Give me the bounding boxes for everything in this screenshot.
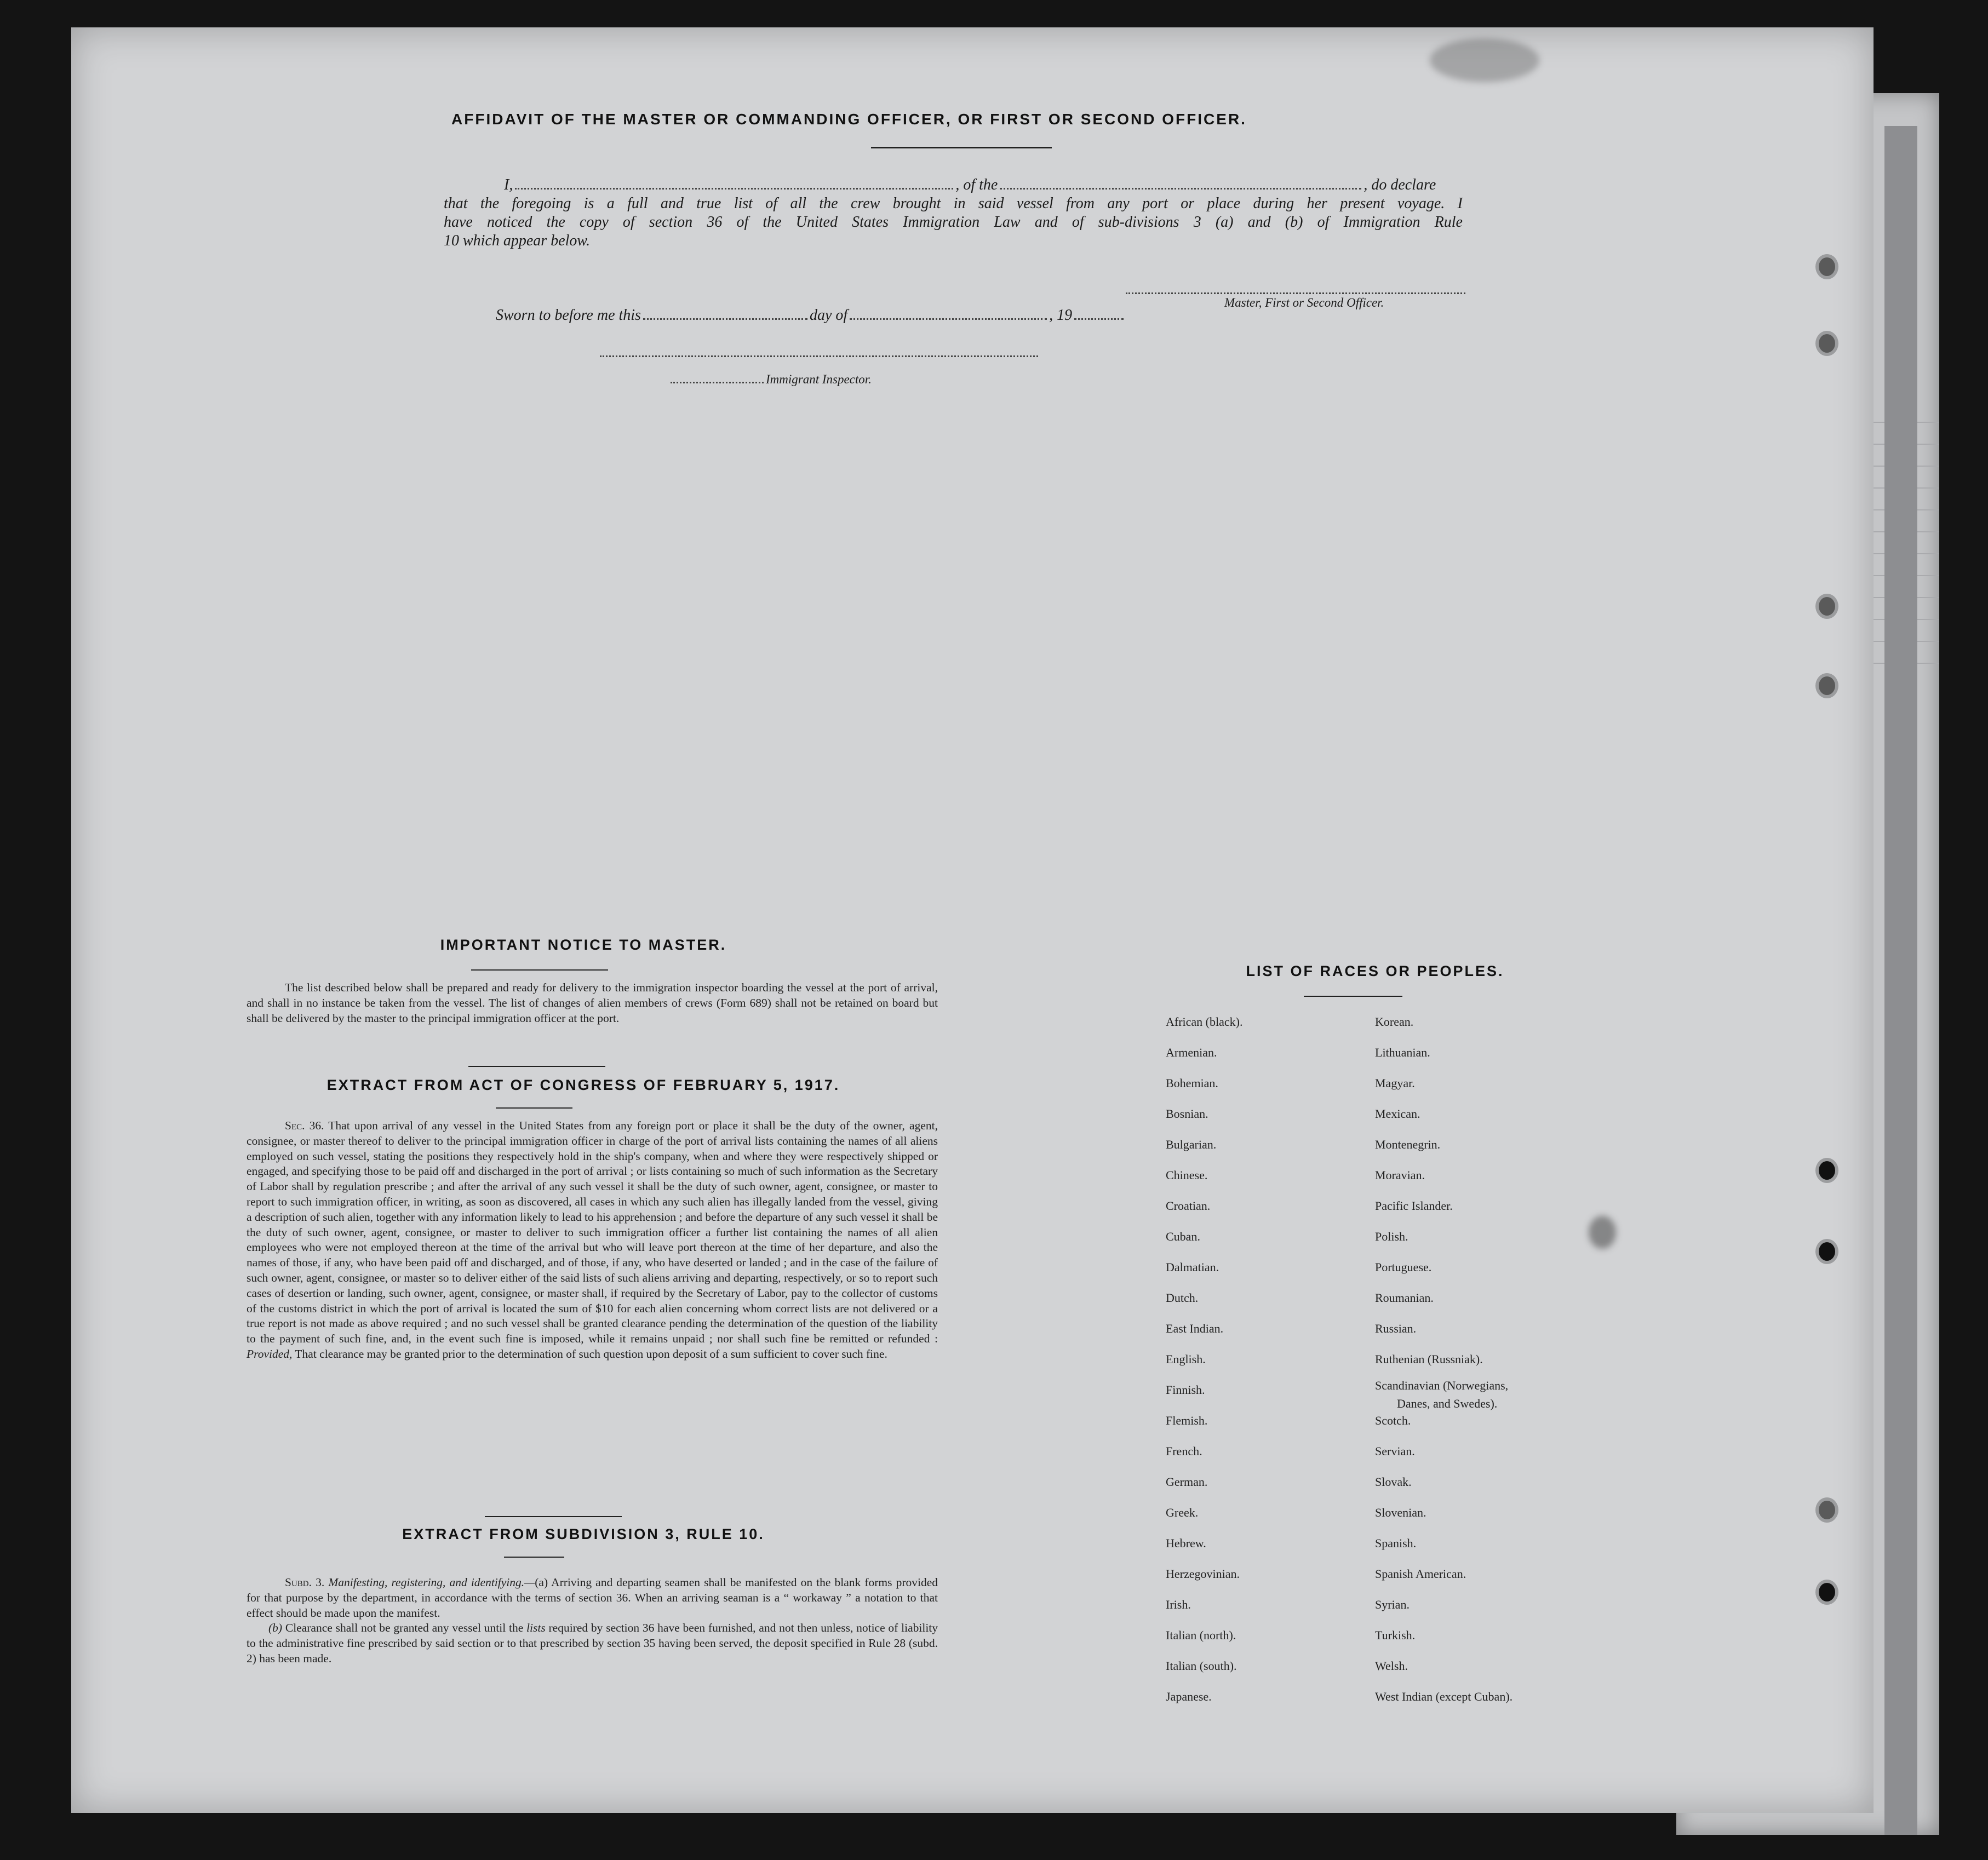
race-item-continuation: Danes, and Swedes).	[1397, 1397, 1498, 1410]
race-item: Italian (south).	[1166, 1659, 1237, 1673]
race-item: Slovenian.	[1375, 1506, 1426, 1519]
act-extract-body	[247, 1118, 938, 1362]
race-item: Pacific Islander.	[1375, 1199, 1453, 1213]
races-title: LIST OF RACES OR PEOPLES.	[1246, 963, 1504, 979]
vessel-blank[interactable]	[1000, 186, 1361, 190]
subd-heading: Manifesting, registering, and identifying.—	[328, 1576, 535, 1589]
punch-hole	[1819, 676, 1835, 695]
divider	[496, 1107, 572, 1109]
race-item: Irish.	[1166, 1598, 1191, 1611]
tear-mark	[1430, 38, 1539, 82]
race-item: Bohemian.	[1166, 1076, 1218, 1090]
subd-label: Subd. 3.	[285, 1576, 325, 1589]
back-sheet-edge	[1884, 126, 1917, 1835]
section-36-text: That upon arrival of any vessel in the United States from any foreign port or place it shall be the duty of the owner, agent, consignee, or master thereof to deliver to the principal immigration officer in charge of the port of arrival lists containing the names of all aliens employed on such vessel, stating the positions they respectively hold in the ship's company, when and where they were respectively shipped or engaged, and specifying those to be paid off and discharged in the port of arrival ; or lists containing so much of such information as the Secretary of Labor shall by regulation prescribe ; and after the arrival of any such vessel it shall be the duty of such owner, agent, consignee, or master to report to such immigration officer, in writing, as soon as discovered, all cases in which any such alien has illegally landed from the vessel, giving a description of such alien, together with any information likely to lead to his apprehension ; and before the departure of any such vessel it shall be the duty of such owner, agent, consignee, or master to deliver to such immigration officer a further list containing the names of all alien employees who were not employed thereon at the time of the arrival but who will leave port thereon at the time of her departure, and also the names of those, if any, who have been paid off and discharged, and of those, if any, who have deserted or landed ; and in the case of the failure of such owner, agent, consignee, or master so to deliver either of the said lists of such aliens arriving and departing, respectively, or so to report such cases of desertion or landing, such owner, agent, consignee, or master shall, if required by the Secretary of Labor, pay to the collector of customs of the customs district in which the port of arrival is located the sum of $10 for each alien concerning whom correct lists are not delivered or a true report is not made as above required ; and no such vessel shall be granted clearance pending the determination of the question of the liability to the payment of such fine, and, in the event such fine is imposed, while it remains unpaid ; nor shall such fine be remitted or refunded :	[247, 1119, 938, 1346]
race-item: Scandinavian (Norwegians,	[1375, 1379, 1509, 1392]
race-item: Cuban.	[1166, 1230, 1200, 1243]
race-item: Scotch.	[1375, 1414, 1411, 1427]
affidavit-text-line-3: 10 which appear below.	[444, 232, 591, 249]
race-item: Bosnian.	[1166, 1107, 1208, 1121]
race-item: Spanish American.	[1375, 1567, 1466, 1581]
inspector-signature-blank[interactable]	[600, 353, 1038, 357]
race-item: Slovak.	[1375, 1475, 1412, 1489]
race-item: Korean.	[1375, 1015, 1414, 1029]
race-item: Lithuanian.	[1375, 1046, 1430, 1059]
rule-extract-title: EXTRACT FROM SUBDIVISION 3, RULE 10.	[402, 1526, 765, 1542]
race-item: Servian.	[1375, 1444, 1415, 1458]
part-b-lists: lists	[526, 1621, 546, 1635]
declaration-of-the: , of the	[955, 176, 998, 193]
affidavit-title: AFFIDAVIT OF THE MASTER OR COMMANDING OFFICER, OR FIRST OR SECOND OFFICER.	[451, 111, 1247, 128]
race-item: Japanese.	[1166, 1690, 1212, 1703]
race-item: Dutch.	[1166, 1291, 1199, 1305]
declaration-do-declare: , do declare	[1363, 176, 1436, 193]
sworn-day-of: day of	[809, 307, 848, 324]
races-left-column	[1166, 1007, 1242, 1712]
race-item: Greek.	[1166, 1506, 1199, 1519]
race-item: Welsh.	[1375, 1659, 1408, 1673]
sworn-line	[496, 307, 1126, 324]
race-item: Polish.	[1375, 1230, 1408, 1243]
divider	[504, 1557, 564, 1558]
races-right-column	[1375, 1007, 1513, 1712]
declaration-line	[504, 176, 1436, 194]
race-item: German.	[1166, 1475, 1208, 1489]
race-item: East Indian.	[1166, 1322, 1224, 1335]
punch-hole	[1819, 1501, 1835, 1519]
rule-extract-body	[247, 1575, 938, 1667]
race-item: Chinese.	[1166, 1168, 1208, 1182]
punch-hole	[1819, 257, 1835, 276]
divider	[485, 1516, 622, 1517]
punch-hole	[1819, 1161, 1835, 1180]
act-extract-title: EXTRACT FROM ACT OF CONGRESS OF FEBRUARY 5, 1917.	[326, 1077, 840, 1093]
day-blank[interactable]	[643, 316, 807, 320]
part-a-label: (a)	[535, 1576, 548, 1589]
race-item: Finnish.	[1166, 1383, 1205, 1397]
notice-title: IMPORTANT NOTICE TO MASTER.	[440, 937, 727, 953]
affidavit-text-line-1: that the foregoing is a full and true list of all the crew brought in said vessel from any port or place during her present voyage. I	[444, 195, 1463, 212]
race-item: Bulgarian.	[1166, 1138, 1217, 1151]
race-item: Portuguese.	[1375, 1260, 1432, 1274]
part-b-text-cont: required by section 36 have been furnished, and not then unless, notice of liability to the administrative fine prescribed by said section or to that prescribed by section 35 having been served, the deposit specified in Rule 28 (subd. 2) has been made.	[247, 1621, 938, 1665]
ink-stain	[1589, 1216, 1616, 1249]
race-item: English.	[1166, 1352, 1206, 1366]
punch-hole	[1819, 597, 1835, 616]
name-blank[interactable]	[515, 186, 953, 190]
proviso-label: Provided,	[247, 1347, 293, 1360]
race-item: Hebrew.	[1166, 1536, 1206, 1550]
sworn-year: , 19	[1049, 307, 1073, 324]
document-page	[71, 27, 1874, 1813]
part-b-text: Clearance shall not be granted any vessel until the	[285, 1621, 524, 1635]
year-blank[interactable]	[1074, 316, 1124, 320]
master-label: Master, First or Second Officer.	[1224, 296, 1384, 309]
race-item: African (black).	[1166, 1015, 1243, 1029]
notice-body: The list described below shall be prepared and ready for delivery to the immigration inspector boarding the vessel at the port of arrival, and shall in no instance be taken from the vessel. The list of changes of alien members of crews (Form 689) shall not be retained on board but shall be delivered by the master to the principal immigration officer at the port.	[247, 981, 938, 1025]
inspector-line	[668, 372, 872, 387]
punch-hole	[1819, 1242, 1835, 1261]
punch-hole	[1819, 1583, 1835, 1601]
race-item: Montenegrin.	[1375, 1138, 1441, 1151]
master-signature-blank[interactable]	[1126, 290, 1465, 294]
race-item: Armenian.	[1166, 1046, 1217, 1059]
race-item: Ruthenian (Russniak).	[1375, 1352, 1483, 1366]
divider	[471, 969, 608, 971]
race-item: Magyar.	[1375, 1076, 1415, 1090]
race-item: Russian.	[1375, 1322, 1417, 1335]
race-item: Mexican.	[1375, 1107, 1420, 1121]
divider	[468, 1066, 605, 1067]
divider	[1304, 996, 1402, 997]
section-label: Sec. 36.	[285, 1119, 324, 1132]
race-item: Spanish.	[1375, 1536, 1417, 1550]
inspector-name-blank[interactable]	[671, 380, 764, 383]
race-item: Turkish.	[1375, 1628, 1416, 1642]
race-item: Herzegovinian.	[1166, 1567, 1240, 1581]
race-item: West Indian (except Cuban).	[1375, 1690, 1513, 1703]
affidavit-text-line-2: have noticed the copy of section 36 of the United States Immigration Law and of sub-divisions 3 (a) and (b) of Immigration Rule	[444, 214, 1463, 231]
sworn-prefix: Sworn to before me this	[496, 307, 641, 324]
race-item: Croatian.	[1166, 1199, 1211, 1213]
month-blank[interactable]	[850, 316, 1047, 320]
declaration-i: I,	[504, 176, 513, 193]
race-item: Flemish.	[1166, 1414, 1208, 1427]
race-item: Moravian.	[1375, 1168, 1425, 1182]
part-b-label: (b)	[268, 1621, 283, 1635]
punch-hole	[1819, 334, 1835, 353]
race-item: French.	[1166, 1444, 1202, 1458]
proviso-text: That clearance may be granted prior to the determination of such question upon deposit of a sum sufficient to cover such fine.	[295, 1347, 887, 1360]
divider	[871, 147, 1052, 148]
race-item: Italian (north).	[1166, 1628, 1236, 1642]
race-item: Syrian.	[1375, 1598, 1410, 1611]
inspector-label: Immigrant Inspector.	[766, 372, 872, 386]
part-a-text: Arriving and departing seamen shall be manifested on the blank forms provided for that purpose by the department, in accordance with the terms of section 36. When an arriving seaman is a “ workaway ” a notation to that effect should be made upon the manifest.	[247, 1576, 938, 1620]
race-item: Roumanian.	[1375, 1291, 1434, 1305]
race-item: Dalmatian.	[1166, 1260, 1219, 1274]
